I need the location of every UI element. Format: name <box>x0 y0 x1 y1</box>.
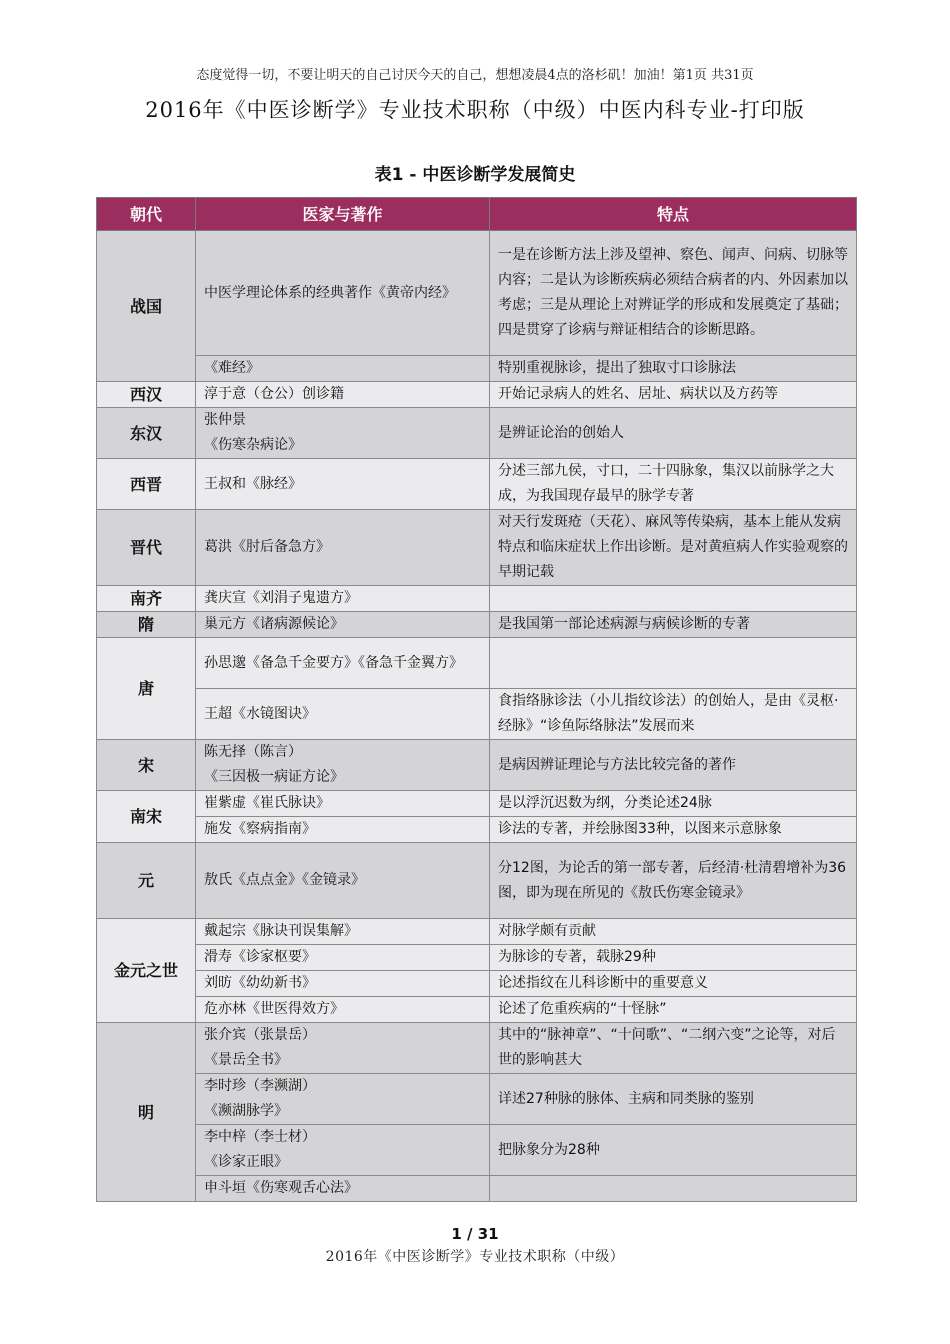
table-row <box>97 1074 857 1125</box>
header-motto: 态度觉得一切，不要让明天的自己讨厌今天的自己，想想凌晨4点的洛杉矶！加油！第1页 共31页 <box>196 68 754 83</box>
feature-cell <box>490 638 857 689</box>
feature-cell: 特别重视脉诊，提出了独取寸口诊脉法 <box>490 356 857 382</box>
dynasty-cell: 隋 <box>97 612 196 638</box>
feature-cell <box>490 586 857 612</box>
table-body <box>97 231 857 1202</box>
feature-cell: 其中的“脉神章”、“十问歌”、“二纲六变”之论等，对后世的影响甚大 <box>490 1023 857 1074</box>
dynasty-cell: 金元之世 <box>97 919 196 1023</box>
table-row <box>97 689 857 740</box>
works-cell: 淳于意（仓公）创诊籍 <box>196 382 490 408</box>
table-row <box>97 1125 857 1176</box>
works-cell: 申斗垣《伤寒观舌心法》 <box>196 1176 490 1202</box>
column-header-features: 特点 <box>490 198 857 231</box>
works-cell: 张仲景 《伤寒杂病论》 <box>196 408 490 459</box>
feature-cell: 分述三部九侯，寸口，二十四脉象，集汉以前脉学之大成，为我国现存最早的脉学专著 <box>490 459 857 510</box>
works-cell: 滑寿《诊家枢要》 <box>196 945 490 971</box>
works-cell: 敖氏《点点金》《金镜录》 <box>196 843 490 919</box>
works-cell: 王叔和《脉经》 <box>196 459 490 510</box>
dynasty-cell: 南宋 <box>97 791 196 843</box>
works-cell: 巢元方《诸病源候论》 <box>196 612 490 638</box>
dynasty-cell: 唐 <box>97 638 196 740</box>
works-cell: 《难经》 <box>196 356 490 382</box>
works-cell: 崔紫虚《崔氏脉诀》 <box>196 791 490 817</box>
table-row <box>97 740 857 791</box>
table-row <box>97 356 857 382</box>
works-cell: 葛洪《肘后备急方》 <box>196 510 490 586</box>
table-row <box>97 586 857 612</box>
feature-cell: 是以浮沉迟数为纲，分类论述24脉 <box>490 791 857 817</box>
works-cell: 孙思邈《备急千金要方》《备急千金翼方》 <box>196 638 490 689</box>
dynasty-cell: 西晋 <box>97 459 196 510</box>
table-row <box>97 612 857 638</box>
feature-cell: 开始记录病人的姓名、居址、病状以及方药等 <box>490 382 857 408</box>
feature-cell <box>490 1176 857 1202</box>
document-title: 2016年《中医诊断学》专业技术职称（中级）中医内科专业-打印版 <box>145 98 805 122</box>
table-row <box>97 510 857 586</box>
table-row <box>97 231 857 356</box>
dynasty-cell: 晋代 <box>97 510 196 586</box>
table-row <box>97 919 857 945</box>
feature-cell: 诊法的专著，并绘脉图33种，以图来示意脉象 <box>490 817 857 843</box>
works-cell: 陈无择（陈言） 《三因极一病证方论》 <box>196 740 490 791</box>
table-row <box>97 1176 857 1202</box>
dynasty-cell: 东汉 <box>97 408 196 459</box>
history-table <box>96 197 857 1202</box>
feature-cell: 论述了危重疾病的“十怪脉” <box>490 997 857 1023</box>
dynasty-cell: 西汉 <box>97 382 196 408</box>
feature-cell: 详述27种脉的脉体、主病和同类脉的鉴别 <box>490 1074 857 1125</box>
works-cell: 戴起宗《脉诀刊误集解》 <box>196 919 490 945</box>
feature-cell: 为脉诊的专著，载脉29种 <box>490 945 857 971</box>
table-row <box>97 843 857 919</box>
feature-cell: 食指络脉诊法（小儿指纹诊法）的创始人，是由《灵枢·经脉》“诊鱼际络脉法”发展而来 <box>490 689 857 740</box>
table-row <box>97 382 857 408</box>
works-cell: 张介宾（张景岳） 《景岳全书》 <box>196 1023 490 1074</box>
works-cell: 龚庆宣《刘涓子鬼遗方》 <box>196 586 490 612</box>
dynasty-cell: 南齐 <box>97 586 196 612</box>
feature-cell: 对天行发斑疮（天花）、麻风等传染病，基本上能从发病特点和临床症状上作出诊断。是对黄疸病人作实验观察的早期记载 <box>490 510 857 586</box>
table-row <box>97 945 857 971</box>
feature-cell: 是辨证论治的创始人 <box>490 408 857 459</box>
feature-cell: 对脉学颇有贡献 <box>490 919 857 945</box>
table-row <box>97 997 857 1023</box>
feature-cell: 论述指纹在儿科诊断中的重要意义 <box>490 971 857 997</box>
dynasty-cell: 明 <box>97 1023 196 1202</box>
works-cell: 危亦林《世医得效方》 <box>196 997 490 1023</box>
works-cell: 刘昉《幼幼新书》 <box>196 971 490 997</box>
feature-cell: 分12图，为论舌的第一部专著，后经清·杜清碧增补为36图，即为现在所见的《敖氏伤寒金镜录》 <box>490 843 857 919</box>
column-header-dynasty: 朝代 <box>97 198 196 231</box>
table-row <box>97 1023 857 1074</box>
works-cell: 施发《察病指南》 <box>196 817 490 843</box>
page-number: 1 / 31 <box>451 1225 499 1243</box>
table-row <box>97 817 857 843</box>
table-header-row <box>97 198 857 231</box>
dynasty-cell: 战国 <box>97 231 196 382</box>
feature-cell: 一是在诊断方法上涉及望神、察色、闻声、问病、切脉等内容；二是认为诊断疾病必须结合病者的内、外因素加以考虑；三是从理论上对辨证学的形成和发展奠定了基础；四是贯穿了诊病与辩证相结合的诊断思路。 <box>490 231 857 356</box>
table-row <box>97 791 857 817</box>
footer-text: 2016年《中医诊断学》专业技术职称（中级） <box>325 1249 625 1265</box>
column-header-works: 医家与著作 <box>196 198 490 231</box>
works-cell: 中医学理论体系的经典著作《黄帝内经》 <box>196 231 490 356</box>
feature-cell: 是我国第一部论述病源与病候诊断的专著 <box>490 612 857 638</box>
table-row <box>97 971 857 997</box>
works-cell: 李中梓（李士材） 《诊家正眼》 <box>196 1125 490 1176</box>
table-row <box>97 408 857 459</box>
feature-cell: 把脉象分为28种 <box>490 1125 857 1176</box>
dynasty-cell: 宋 <box>97 740 196 791</box>
table-row <box>97 459 857 510</box>
table-row <box>97 638 857 689</box>
dynasty-cell: 元 <box>97 843 196 919</box>
works-cell: 王超《水镜图诀》 <box>196 689 490 740</box>
table-caption: 表1 - 中医诊断学发展简史 <box>374 165 576 185</box>
works-cell: 李时珍（李濒湖） 《濒湖脉学》 <box>196 1074 490 1125</box>
feature-cell: 是病因辨证理论与方法比较完备的著作 <box>490 740 857 791</box>
